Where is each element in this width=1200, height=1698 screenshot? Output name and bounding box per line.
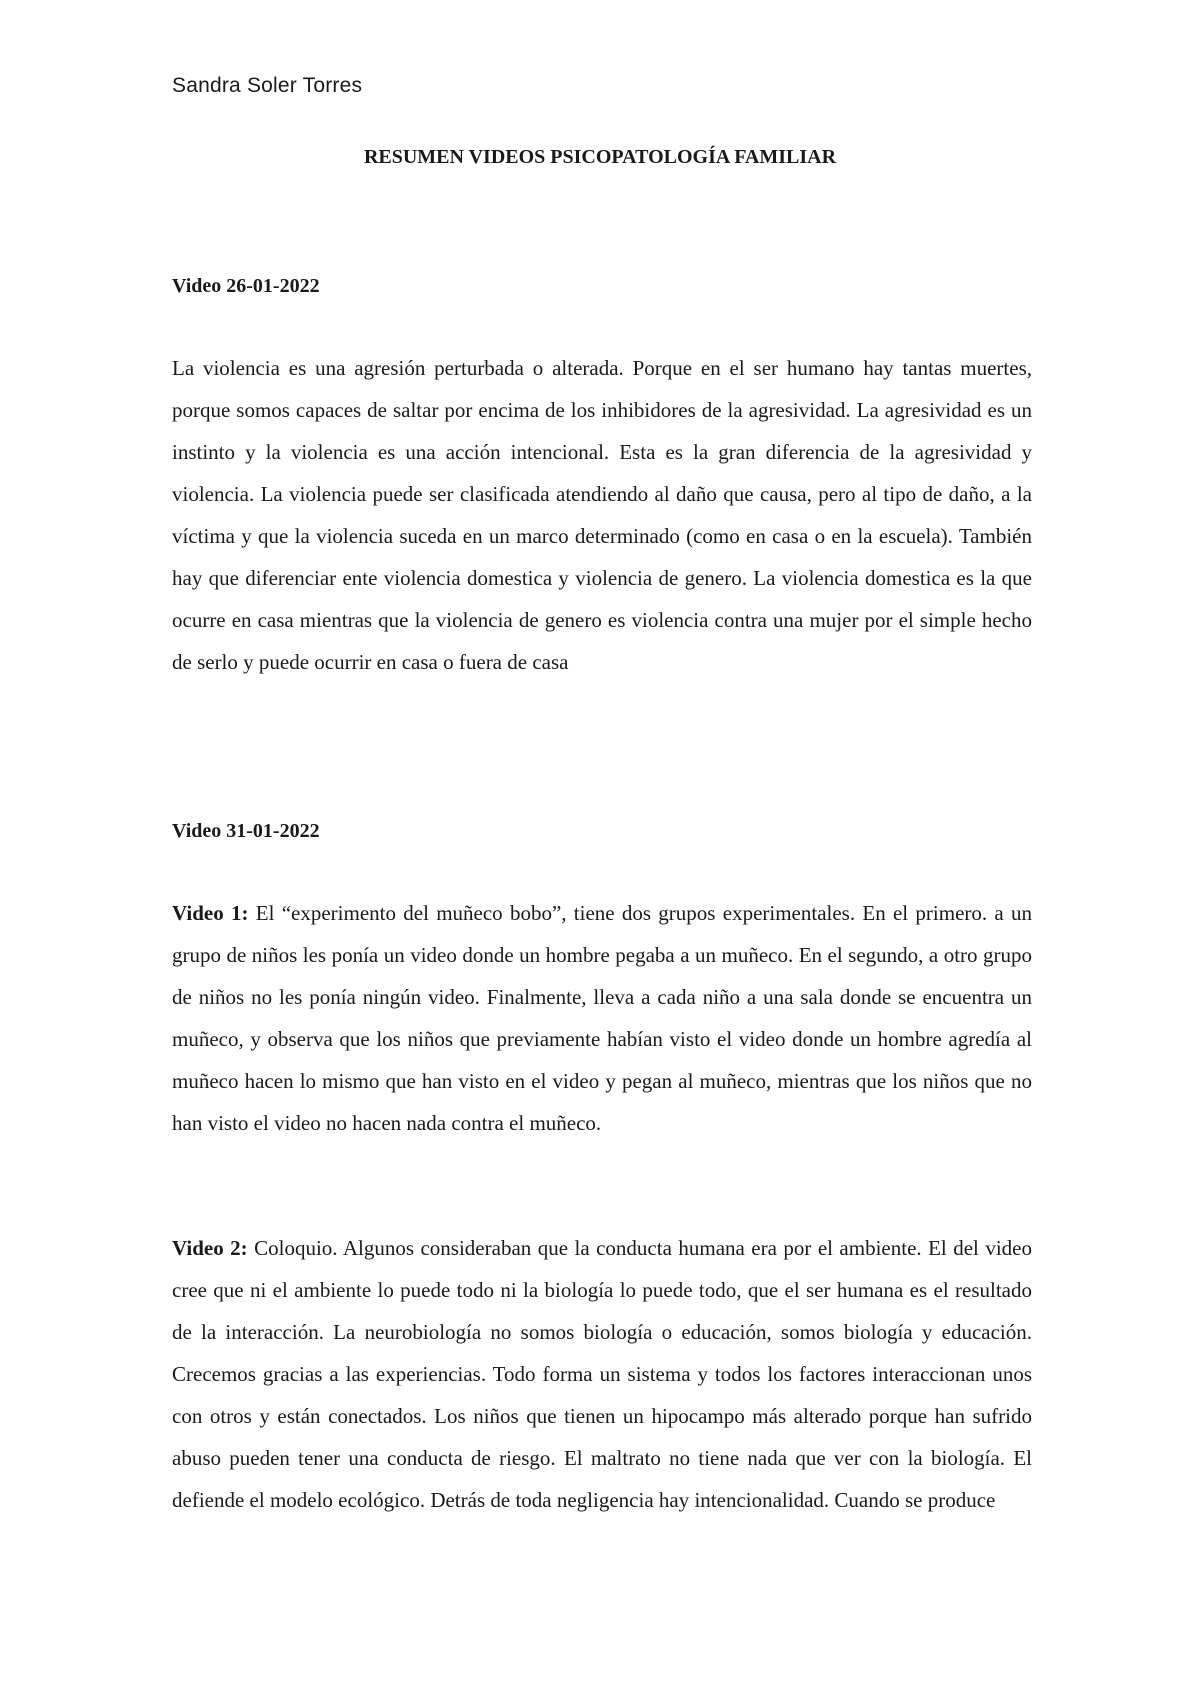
paragraph [172, 892, 1032, 1144]
section-heading: Video 31-01-2022 [172, 820, 320, 842]
paragraph [172, 347, 1032, 683]
paragraph-text: El “experimento del muñeco bobo”, tiene dos grupos experimentales. En el primero. a un grupo de niños les ponía un video donde un hombre pegaba a un muñeco. En el segundo, a otro grupo de niños no les ponía ningún video. Finalmente, lleva a cada niño a una sala donde se encuentra un muñeco, y observa que los niños que previamente habían visto el video donde un hombre agredía al muñeco hacen lo mismo que han visto en el video y pegan al muñeco, mientras que los niños que no han visto el video no hacen nada contra el muñeco. [172, 901, 1033, 1135]
document-title: RESUMEN VIDEOS PSICOPATOLOGÍA FAMILIAR [363, 146, 837, 168]
paragraph-text: Coloquio. Algunos consideraban que la conducta humana era por el ambiente. El del video cree que ni el ambiente lo puede todo ni la biología lo puede todo, que el ser humana es el resultado de la interacción. La neurobiología no somos biología o educación, somos biología y educación. Crecemos gracias a las experiencias. Todo forma un sistema y todos los factores interaccionan unos con otros y están conectados. Los niños que tienen un hipocampo más alterado porque han sufrido abuso pueden tener una conducta de riesgo. El maltrato no tiene nada que ver con la biología. El defiende el modelo ecológico. Detrás de toda negligencia hay intencionalidad. Cuando se produce [172, 1236, 1032, 1512]
paragraph-lead: Video 2: [172, 1236, 248, 1260]
paragraph [172, 1227, 1032, 1521]
paragraph-text: La violencia es una agresión perturbada o alterada. Porque en el ser humano hay tantas muertes, porque somos capaces de saltar por encima de los inhibidores de la agresividad. La agresividad es un instinto y la violencia es una acción intencional. Esta es la gran diferencia de la agresividad y violencia. La violencia puede ser clasificada atendiendo al daño que causa, pero al tipo de daño, a la víctima y que la violencia suceda en un marco determinado (como en casa o en la escuela). También hay que diferenciar ente violencia domestica y violencia de genero. La violencia domestica es la que ocurre en casa mientras que la violencia de genero es violencia contra una mujer por el simple hecho de serlo y puede ocurrir en casa o fuera de casa [172, 356, 1032, 674]
paragraph-lead: Video 1: [172, 901, 249, 925]
author-name: Sandra Soler Torres [172, 74, 363, 97]
section-heading: Video 26-01-2022 [172, 275, 320, 297]
